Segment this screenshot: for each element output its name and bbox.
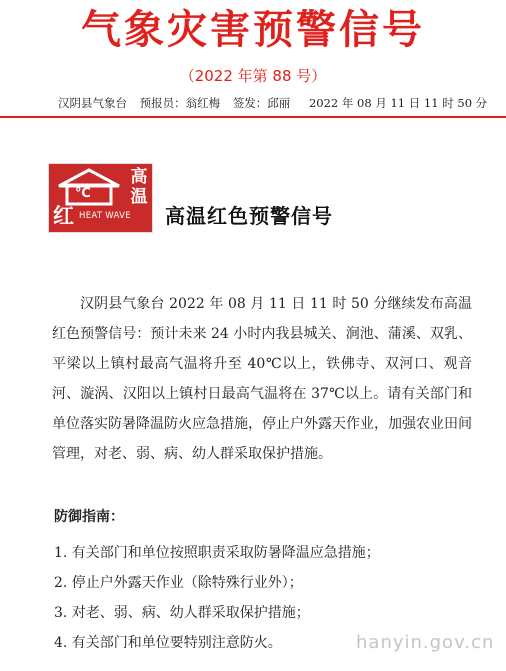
- signal-title: 高温红色预警信号: [165, 204, 333, 228]
- watermark: hanyin.gov.cn: [356, 632, 495, 653]
- issue-number: （2022 年第 88 号）: [179, 67, 327, 85]
- warning-body-text: 汉阴县气象台 2022 年 08 月 11 日 11 时 50 分继续发布高温红色预警信号：预计未来 24 小时内我县城关、涧池、蒲溪、双乳、平梁以上镇村最高气温将升至 40℃以上，铁佛寺、双河口、观音河、漩涡、汉阳以上镇村日最高气温将在 37℃以上。请有关部门和单位落实防暑降温防火应急措施，停止户外露天作业，加强农业田间管理，对老、弱、病、幼人群采取保护措施。: [52, 296, 472, 462]
- document-meta: [58, 95, 498, 111]
- document-title: 气象灾害预警信号: [81, 7, 425, 53]
- header-divider: [0, 116, 506, 118]
- degree-symbol: ℃: [75, 186, 91, 201]
- signer: 签发：邱丽: [232, 96, 291, 110]
- agency-name: 汉阴县气象台: [58, 96, 127, 110]
- list-item: 3. 对老、弱、病、幼人群采取保护措施；: [54, 605, 310, 621]
- badge-level-label: 红: [53, 204, 74, 228]
- list-item: 2. 停止户外露天作业（除特殊行业外）；: [54, 575, 303, 591]
- badge-type-label: 高温: [130, 167, 148, 207]
- issue-datetime: 2022 年 08 月 11 日 11 时 50 分: [308, 96, 488, 110]
- badge-english-label: HEAT WAVE: [79, 211, 131, 221]
- heat-warning-badge: [48, 163, 153, 233]
- guide-list: [54, 538, 380, 658]
- reporter: 预报员：翁红梅: [139, 96, 221, 110]
- guide-title: 防御指南：: [54, 509, 124, 525]
- list-item: 4. 有关部门和单位要特别注意防火。: [54, 635, 282, 651]
- list-item: 1. 有关部门和单位按照职责采取防暑降温应急措施；: [54, 545, 380, 561]
